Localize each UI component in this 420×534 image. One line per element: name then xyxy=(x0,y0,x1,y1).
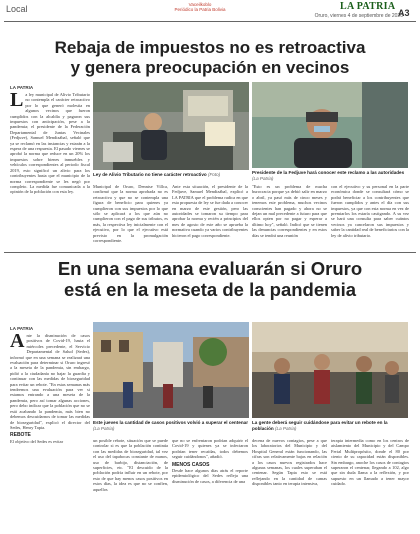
article2-column-3 xyxy=(172,438,248,527)
article1-photo-1-caption xyxy=(93,172,249,178)
article1-column-1 xyxy=(10,92,90,248)
article2-column-2: un posible rebote, situación que se puede controlar si es que la población continúa con las medidas de bioseguridad, tal vez el uso del tapabocas constante de manos, uso de barbijo, distanciación, de superficies, etc. "El descuido de la población podría influir en un rebote, por esto de que hay menos casos positivos en estos días, la idea es que no se confíen, aquellos xyxy=(93,438,168,492)
article1-headline xyxy=(10,38,410,78)
article1-column-3: Ante esta situación, el presidente de la Fedjuve, Samuel Mendizábal, explicó a LA PATRIA que el problema radica en que esta propuesta de ley se fue dada a conocer en marzo de este gestión, pero las autoridades se tomaron su tiempo para aprobar la norma y recién a principios del mes de agosto de este año se aprueba la normativa cuando ya varios contribuyentes hicieron el pago correspondiente. xyxy=(172,184,248,238)
article1-photo-2-caption xyxy=(252,170,408,181)
photo-2-caption-credit: (La Patria) xyxy=(252,175,274,181)
article2-column-1 xyxy=(10,333,90,527)
subhead-rebote: REBOTE xyxy=(10,432,31,439)
article2-byline: LA PATRIA xyxy=(10,326,34,331)
photo-1-caption-credit: (Foto) xyxy=(207,172,221,177)
photo-1-caption-text: Ley de Alivio Tributario no tiene carácter retroactivo xyxy=(93,172,207,177)
photo-3-caption-text: Este jueves la cantidad de casos positivos volvió a superar el centenar xyxy=(93,420,248,425)
article1-column-4: "Esto es un problema de mucha burocracia porque ya debió salir en marzo o abril, ya pasó más de cinco meses y tenemos este problema, muchos vecinos conscientes han pagado y ahora no se dejan un mal precedente a futuro para que ellos opten por no pagar y esperar a último hoy", señaló. Indicó que se tienen las denuncias correspondientes y en estos días se tendrá una reunión xyxy=(252,184,327,238)
article2-col1-text: nte la disminución de casos positivos de Covid-19, hasta el miércoles precedente, el Servicio Departamental de Salud (Sedes), informó que en una semana se realizará una evaluación para determinar si Oruro ingresó a la meseta de la pandemia, sin embargo, pidió a la ciudadanía no bajar la guardia y continuar con las medidas de bioseguridad para evitar un rebote. "En estas semanas más tendremos una evaluación para ver si estamos entrando a una meseta de la pandemia, pero así tomar algunas acciones, pero debo indicar que la población que no se está acabando la pandemia, más bien no debemos descuidarnos de tomar las medidas de bioseguridad", explicó el director del Sedes, Henry Tapia. xyxy=(10,333,90,430)
article1-column-5: con el ejecutivo y su personal en la parte económica donde se consultará cómo se podrá beneficiar a los contribuyentes que fueron cumplidos y antes el día con sus impuestos, ya que con esta norma en vez de premiarlos los estaría castigando. A su vez se hará una consulta para saber cuántos vecinos ya cancelaron sus impuestos y saber la cantidad real de beneficiarios con la ley de alivio tributario. xyxy=(331,184,409,238)
article2-photo-4-caption xyxy=(252,420,408,431)
article-divider xyxy=(4,252,416,253)
article2-dropcap: A xyxy=(10,333,25,352)
photo-2-caption-text: Presidente de la Fedjuve hará conocer este reclamo a las autoridades xyxy=(252,170,405,175)
article2-headline-line1: En una semana evaluarán si Oruro xyxy=(57,258,363,279)
page-number: A3 xyxy=(398,8,410,18)
photo-3-caption-credit: (La Patria) xyxy=(93,425,115,431)
section-label: Local xyxy=(6,4,28,14)
subhead-menos-casos: MENOS CASOS xyxy=(172,461,210,468)
article1-byline: LA PATRIA xyxy=(10,85,34,90)
article1-col1-text: a ley municipal de Alivio Tributario no contempla el carácter retroactivo por lo que generó molestia en algunos vecinos que fueron cumplidos con la alcaldía y pagaron sus impuestos con anticipación, pese a la pandemia; el presidente de la Federación Departamental de Juntas Vecinales (Fedjuve), Samuel Mendizábal, señaló que ya se reclamó en las instancias y estarán a la espera de una respuesta. El pasado viernes se aprobó la norma que reduce en un 20% los impuestos sobre bienes inmuebles y vehículos correspondientes al periodo fiscal 2019, esto significó un alivio para los contribuyentes hasta que el municipio de la norma correspondiente se les negó por completo. La medida fue comunicada a la opinión de la población con esta ley. xyxy=(10,92,90,195)
article2-column-5: terapia intermedia como en los centros de aislamiento del Municipio y del Campo Ferial Multipropósito, donde el 80 por ciento de su capacidad están disponibles. Sin embargo, anoche los casos de contagios superaron el centenar, llegando a 102, algo que sin duda llama a la reflexión, y por supuesto en un llamado a tener mayor cuidado. xyxy=(331,438,409,487)
article2-headline xyxy=(10,258,410,300)
article1-column-2: Municipal de Oruro, Dennise Villca, confirmó que la norma aprobada no es retroactiva y que no se contempla una figura de beneficio para quienes ya cumplieron con sus impuestos por lo que sólo se aplicará a los que aún no cumplieron con el pago de sus tributos, es más, la respectiva ley inicialmente con el ejecutivo, por lo que el ejecutivo está previsto en la promulgación correspondiente. xyxy=(93,184,168,244)
header-rule xyxy=(4,21,416,22)
header-center-text xyxy=(120,2,280,12)
issue-date: Oruro, viernes 4 de septiembre de 2020 xyxy=(314,13,403,19)
photo-4-caption-text: La gente deberá seguir cuidándose para evitar un rebote en la población xyxy=(252,420,388,431)
article1-headline-line1: Rebaja de impuestos no es retroactiva xyxy=(54,38,366,57)
article1-dropcap: L xyxy=(10,92,24,111)
article2-col3-text: que no se enfrentaron podrían adquirir el Covid-19 y quienes ya se infectaron podrían tener recaídas, todos debemos seguir cuidándonos", añadió. xyxy=(172,438,248,460)
article1-headline-line2: y genera preocupación en vecinos xyxy=(70,58,350,77)
article2-photo-3 xyxy=(93,322,249,418)
article2-headline-line2: está en la meseta de la pandemia xyxy=(63,279,357,300)
article2-photo-4 xyxy=(252,322,408,418)
newspaper-logo: LA PATRIA xyxy=(340,1,396,12)
header-center-line1: Vaceilkoblo xyxy=(188,2,212,7)
article1-photo-2 xyxy=(252,82,408,168)
article2-column-4: decena de nuevos contagios, pese a que los laboratorios del Municipio y del Hospital General están funcionando, las cifras son relativamente bajas en relación a los casos nuevos registrados hace algunas semanas, los cuales superaban el centenar. Según Tapia esto se está reflejando en la cantidad de camas disponibles tanto en terapia intensiva, xyxy=(252,438,327,487)
article2-col1-tail: El objetivo del Sedes es evitar xyxy=(10,438,64,444)
article2-col3-tail: Desde hace algunos días atrás el reporte epidemiológico del Sedes refleja una disminución de casos, a diferencia de una xyxy=(172,468,248,484)
header-center-line2: Periódico la Patria Bolivia xyxy=(174,7,226,12)
article1-photo-1 xyxy=(93,82,249,170)
photo-4-caption-credit: (La Patria) xyxy=(274,425,297,431)
article2-photo-3-caption xyxy=(93,420,249,431)
